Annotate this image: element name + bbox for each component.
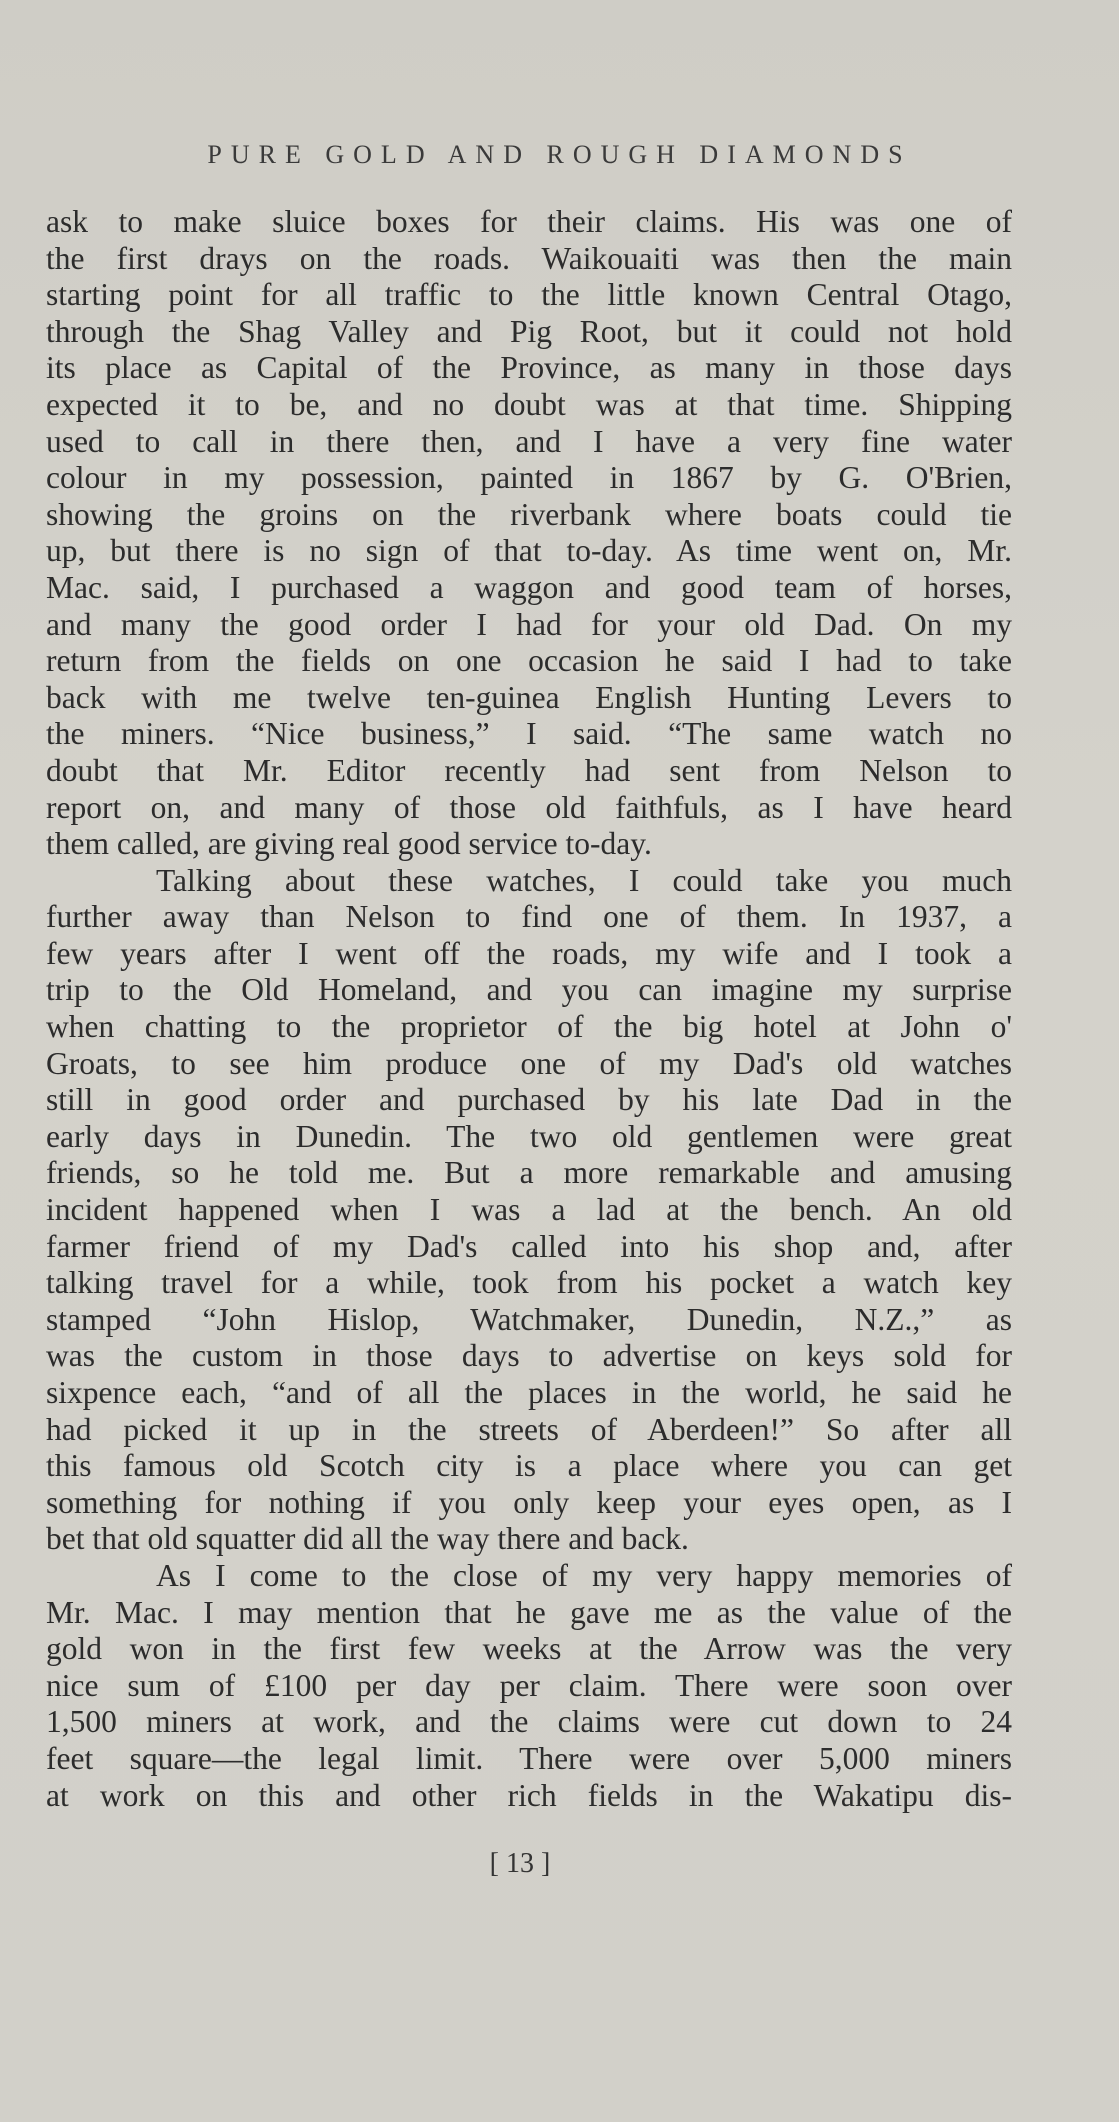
text-line: back with me twelve ten-guinea English Hunting Levers to — [46, 679, 1012, 715]
text-line: report on, and many of those old faithfuls, as I have heard — [46, 789, 1012, 825]
text-line: Groats, to see him produce one of my Dad's old watches — [46, 1045, 1012, 1081]
text-line: talking travel for a while, took from his pocket a watch key — [46, 1265, 1012, 1301]
text-line: incident happened when I was a lad at the bench. An old — [46, 1192, 1012, 1228]
text-line: further away than Nelson to find one of them. In 1937, a — [46, 899, 1012, 935]
text-line: starting point for all traffic to the little known Central Otago, — [46, 277, 1012, 313]
text-line: gold won in the first few weeks at the Arrow was the very — [46, 1631, 1012, 1667]
text-line: Mr. Mac. I may mention that he gave me as the value of the — [46, 1594, 1012, 1630]
text-line: used to call in there then, and I have a very fine water — [46, 423, 1012, 459]
body-text — [46, 204, 1012, 1814]
text-line: its place as Capital of the Province, as many in those days — [46, 350, 1012, 386]
text-line: expected it to be, and no doubt was at that time. Shipping — [46, 386, 1012, 422]
text-line: farmer friend of my Dad's called into his shop and, after — [46, 1228, 1012, 1264]
text-line: sixpence each, “and of all the places in the world, he said he — [46, 1375, 1012, 1410]
text-line: nice sum of £100 per day per claim. There were soon over — [46, 1667, 1012, 1703]
text-line: and many the good order I had for your old Dad. On my — [46, 606, 1012, 642]
text-line: showing the groins on the riverbank where boats could tie — [46, 496, 1012, 532]
text-line: the first drays on the roads. Waikouaiti was then the main — [46, 240, 1012, 276]
text-line: the miners. “Nice business,” I said. “The same watch no — [46, 716, 1012, 752]
text-line: stamped “John Hislop, Watchmaker, Dunedin, N.Z.,” as — [46, 1301, 1012, 1337]
text-line: still in good order and purchased by his late Dad in the — [46, 1082, 1012, 1118]
text-line: few years after I went off the roads, my wife and I took a — [46, 935, 1012, 971]
text-line: doubt that Mr. Editor recently had sent from Nelson to — [46, 752, 1012, 788]
text-line: Talking about these watches, I could take you much — [156, 862, 1012, 898]
text-line: Mac. said, I purchased a waggon and good team of horses, — [46, 569, 1012, 605]
text-line: through the Shag Valley and Pig Root, but it could not hold — [46, 313, 1012, 349]
page-number: [ 13 ] — [489, 1848, 551, 1879]
text-line: was the custom in those days to advertise on keys sold for — [46, 1338, 1012, 1374]
running-head: PURE GOLD AND ROUGH DIAMONDS — [207, 140, 912, 169]
text-line: at work on this and other rich fields in the Wakatipu dis- — [46, 1777, 1012, 1813]
text-line: 1,500 miners at work, and the claims were cut down to 24 — [46, 1704, 1012, 1740]
text-line: return from the fields on one occasion he said I had to take — [46, 643, 1012, 679]
text-line: up, but there is no sign of that to-day. As time went on, Mr. — [46, 533, 1012, 569]
text-line: something for nothing if you only keep your eyes open, as I — [46, 1484, 1012, 1520]
text-line: ask to make sluice boxes for their claims. His was one of — [46, 204, 1012, 239]
text-line: had picked it up in the streets of Aberdeen!” So after all — [46, 1411, 1012, 1447]
text-line: this famous old Scotch city is a place where you can get — [46, 1448, 1012, 1484]
text-line: them called, are giving real good service to-day. — [46, 826, 652, 862]
text-line: trip to the Old Homeland, and you can imagine my surprise — [46, 972, 1012, 1008]
text-line: bet that old squatter did all the way there and back. — [46, 1521, 689, 1557]
text-line: As I come to the close of my very happy memories of — [156, 1557, 1012, 1593]
text-line: when chatting to the proprietor of the big hotel at John o' — [46, 1009, 1012, 1045]
text-line: colour in my possession, painted in 1867 by G. O'Brien, — [46, 460, 1012, 496]
text-line: friends, so he told me. But a more remarkable and amusing — [46, 1155, 1012, 1191]
text-line: feet square—the legal limit. There were over 5,000 miners — [46, 1740, 1012, 1776]
text-line: early days in Dunedin. The two old gentlemen were great — [46, 1118, 1012, 1154]
